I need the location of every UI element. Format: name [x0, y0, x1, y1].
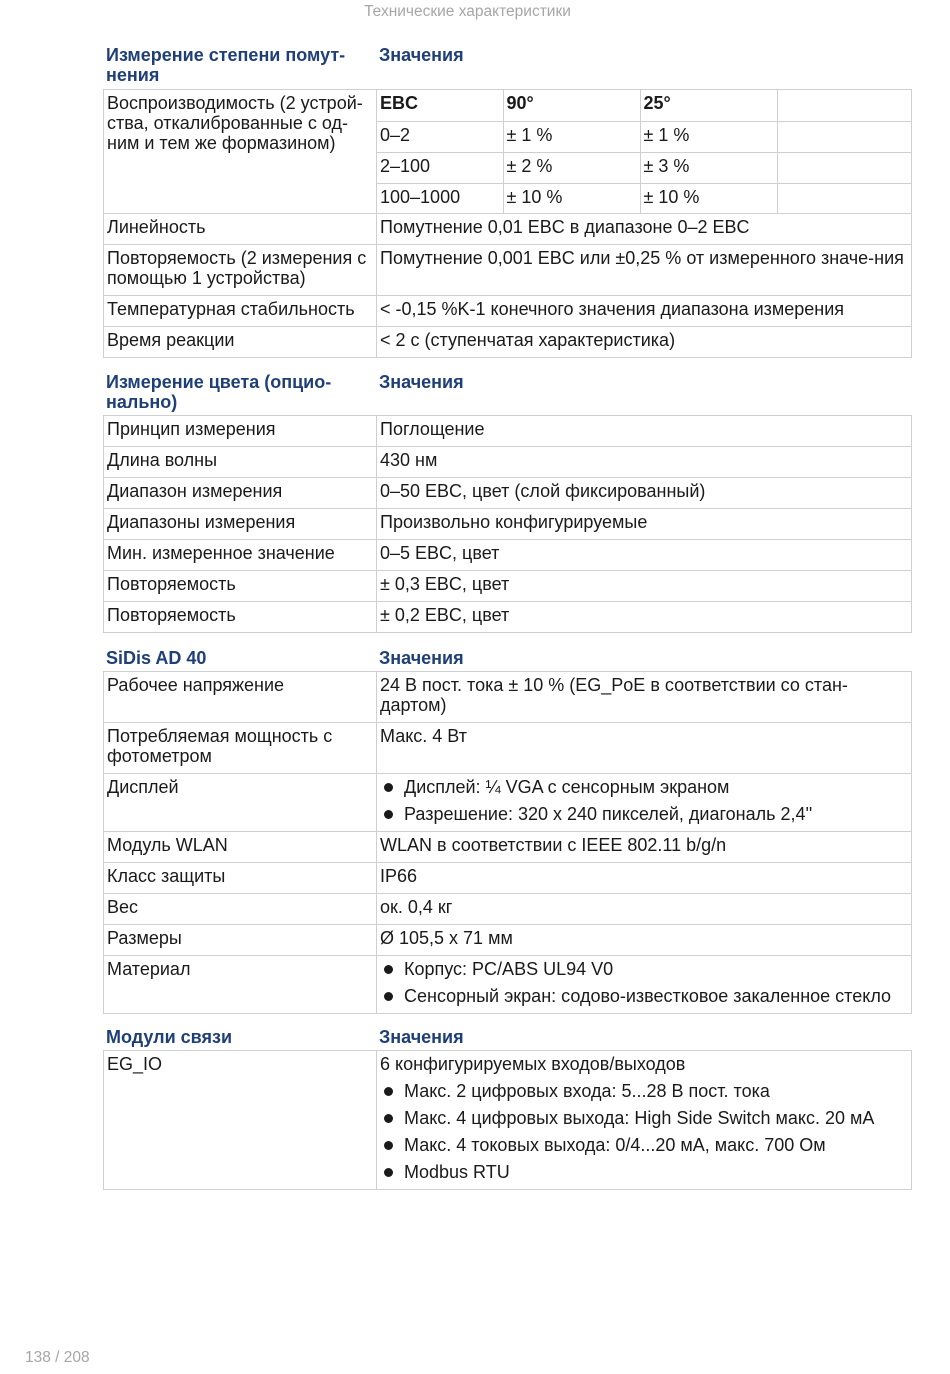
- row-label: Повторяемость: [104, 602, 377, 633]
- section-header: [103, 372, 912, 415]
- subtable-cell: 2–100: [377, 152, 503, 183]
- subtable-cell: ± 1 %: [503, 121, 640, 152]
- bullet-item: Корпус: PC/ABS UL94 V0: [380, 959, 909, 986]
- section-header: [103, 1027, 912, 1050]
- row-label: Время реакции: [104, 327, 377, 358]
- row-label: Материал: [104, 956, 377, 1014]
- row-value: 430 нм: [377, 447, 912, 478]
- display-bullets-cell: [377, 774, 912, 832]
- bullet-list: [380, 959, 909, 1013]
- subtable-cell: 100–1000: [377, 183, 503, 213]
- eg-io-intro: 6 конфигурируемых входов/выходов: [380, 1054, 686, 1074]
- row-label: Длина волны: [104, 447, 377, 478]
- reproducibility-label: Воспроизводимость (2 устрой-ства, откалиброванные с од-ним и тем же формазином): [104, 90, 377, 214]
- bullet-list: [380, 777, 909, 831]
- row-label: Класс защиты: [104, 863, 377, 894]
- values-heading: Значения: [379, 1027, 464, 1047]
- bullet-item: Макс. 4 токовых выхода: 0/4...20 мА, макс. 700 Ом: [380, 1135, 909, 1162]
- row-label: Повторяемость (2 измерения с помощью 1 устройства): [104, 245, 377, 296]
- row-label: Температурная стабильность: [104, 296, 377, 327]
- row-label: Потребляемая мощность с фотометром: [104, 723, 377, 774]
- reproducibility-cell: [377, 90, 912, 214]
- bullet-item: Дисплей: ¼ VGA с сенсорным экраном: [380, 777, 909, 804]
- subtable-empty-cell: [777, 152, 912, 183]
- bullet-item: Разрешение: 320 x 240 пикселей, диагональ 2,4'': [380, 804, 909, 831]
- row-value: Произвольно конфигурируемые: [377, 509, 912, 540]
- row-value: Помутнение 0,01 EBC в диапазоне 0–2 EBC: [377, 214, 912, 245]
- row-value: Поглощение: [377, 416, 912, 447]
- comm-table: [103, 1050, 912, 1190]
- page-number: 138 / 208: [25, 1349, 90, 1366]
- row-value: < -0,15 %K-1 конечного значения диапазона измерения: [377, 296, 912, 327]
- row-value: ± 0,2 EBC, цвет: [377, 602, 912, 633]
- bullet-item: Макс. 4 цифровых выхода: High Side Switch макс. 20 мА: [380, 1108, 909, 1135]
- turbidity-table: [103, 89, 912, 358]
- material-bullets-cell: [377, 956, 912, 1014]
- subtable-cell: ± 10 %: [640, 183, 777, 213]
- subtable-empty-cell: [777, 90, 912, 121]
- row-label: Принцип измерения: [104, 416, 377, 447]
- color-table: [103, 415, 912, 633]
- subtable-header-ebc: EBC: [377, 90, 503, 121]
- subtable-header-90: 90°: [503, 90, 640, 121]
- turbidity-section: [103, 45, 912, 358]
- row-label: Модуль WLAN: [104, 832, 377, 863]
- subtable-cell: ± 10 %: [503, 183, 640, 213]
- bullet-list: [380, 1081, 909, 1189]
- row-value: 0–5 EBC, цвет: [377, 540, 912, 571]
- subtable-cell: 0–2: [377, 121, 503, 152]
- row-value: < 2 с (ступенчатая характеристика): [377, 327, 912, 358]
- row-label: Размеры: [104, 925, 377, 956]
- values-heading: Значения: [379, 648, 464, 668]
- values-heading: Значения: [379, 45, 464, 65]
- row-label: Диапазон измерения: [104, 478, 377, 509]
- row-label: Повторяемость: [104, 571, 377, 602]
- row-value: Ø 105,5 x 71 мм: [377, 925, 912, 956]
- values-heading: Значения: [379, 372, 464, 392]
- sidis-section: [103, 648, 912, 1014]
- row-value: IP66: [377, 863, 912, 894]
- row-label: Вес: [104, 894, 377, 925]
- row-label: Линейность: [104, 214, 377, 245]
- row-label: EG_IO: [104, 1051, 377, 1190]
- subtable-empty-cell: [777, 121, 912, 152]
- reproducibility-subtable: [377, 90, 912, 213]
- section-title: SiDis AD 40: [106, 648, 207, 668]
- subtable-cell: ± 3 %: [640, 152, 777, 183]
- bullet-item: Modbus RTU: [380, 1162, 909, 1189]
- running-header: Технические характеристики: [364, 3, 571, 20]
- subtable-cell: ± 2 %: [503, 152, 640, 183]
- row-value: 24 В пост. тока ± 10 % (EG_PoE в соответствии со стан-дартом): [377, 672, 912, 723]
- subtable-empty-cell: [777, 183, 912, 213]
- color-section: [103, 372, 912, 633]
- row-label: Рабочее напряжение: [104, 672, 377, 723]
- section-title: Измерение степени помут-нения: [106, 45, 346, 85]
- section-header: [103, 45, 912, 89]
- bullet-item: Сенсорный экран: содово-известковое закаленное стекло: [380, 986, 909, 1013]
- eg-io-cell: [377, 1051, 912, 1190]
- subtable-cell: ± 1 %: [640, 121, 777, 152]
- sidis-table: [103, 671, 912, 1014]
- row-value: WLAN в соответствии с IEEE 802.11 b/g/n: [377, 832, 912, 863]
- row-label: Мин. измеренное значение: [104, 540, 377, 571]
- subtable-header-25: 25°: [640, 90, 777, 121]
- bullet-item: Макс. 2 цифровых входа: 5...28 В пост. тока: [380, 1081, 909, 1108]
- row-value: Помутнение 0,001 EBC или ±0,25 % от измеренного значе-ния: [377, 245, 912, 296]
- row-label: Диапазоны измерения: [104, 509, 377, 540]
- row-value: ± 0,3 EBC, цвет: [377, 571, 912, 602]
- row-value: Макс. 4 Вт: [377, 723, 912, 774]
- row-label: Дисплей: [104, 774, 377, 832]
- section-title: Модули связи: [106, 1027, 233, 1047]
- row-value: 0–50 EBC, цвет (слой фиксированный): [377, 478, 912, 509]
- section-title: Измерение цвета (опцио-нально): [106, 372, 332, 412]
- section-header: [103, 648, 912, 671]
- comm-section: [103, 1027, 912, 1190]
- row-value: ок. 0,4 кг: [377, 894, 912, 925]
